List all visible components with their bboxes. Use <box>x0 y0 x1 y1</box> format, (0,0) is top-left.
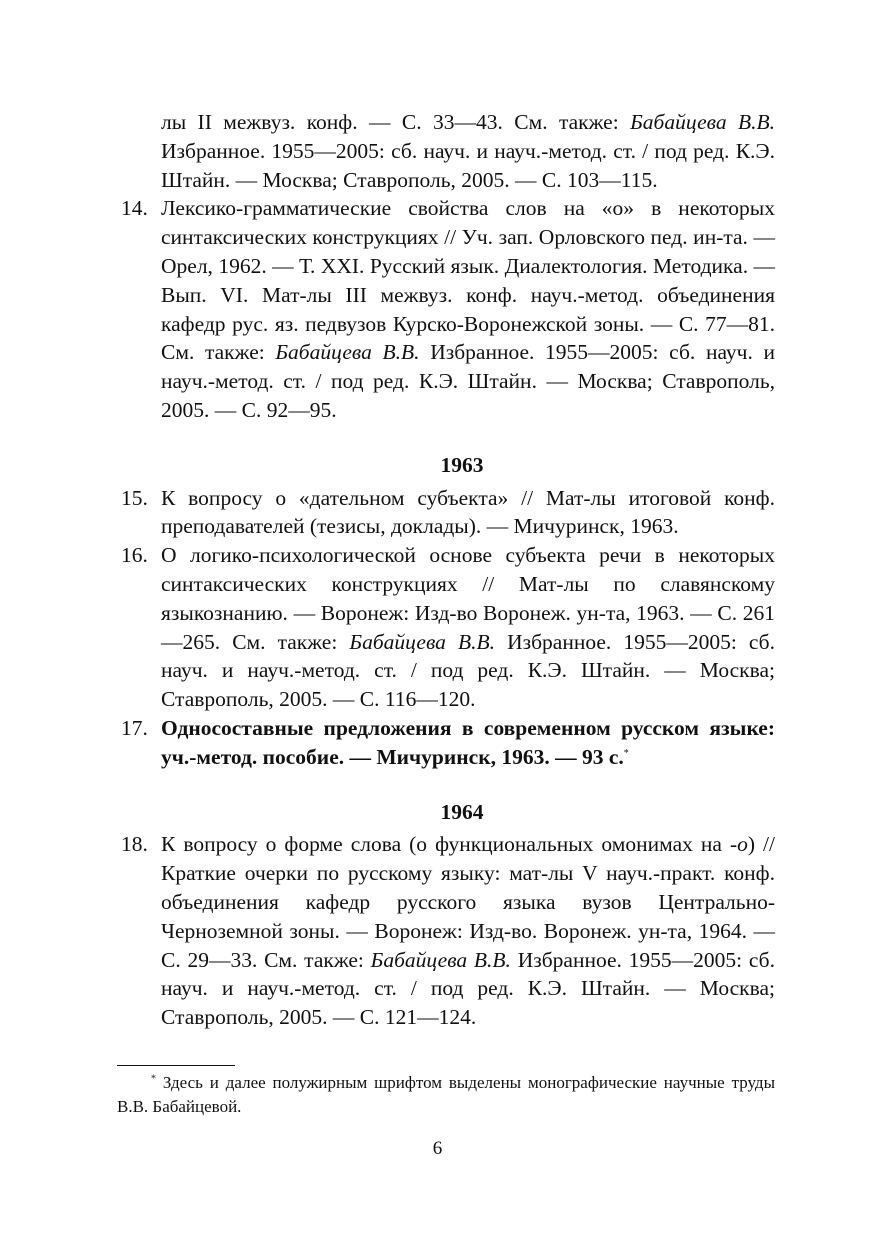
footnote-mark: * <box>151 1073 156 1085</box>
entry-number: 14. <box>121 196 148 221</box>
entry-16: 16. О логико-психологической основе субъекта речи в некоторых синтаксических конструкциях // Мат-лы по славянскому языкознанию. — Воронеж: Изд-во Воронеж. ун-та, 1963. — С. 261—265. См. также: Бабайцева В.В. Избранное. 1955—2005: сб. науч. и науч.-метод. ст. / под ред. К.Э. Штайн. — Москва; Ставрополь, 2005. — С. 116—120. <box>121 543 775 712</box>
entry-number: 17. <box>121 715 148 740</box>
entry-number: 18. <box>121 832 148 857</box>
footnote-marker[interactable]: * <box>623 747 629 759</box>
year-heading-1963: 1963 <box>440 452 484 477</box>
entry-15: 15. К вопросу о «дательном субъекта» // Мат-лы итоговой конф. преподавателей (тезисы, доклады). — Мичуринск, 1963. <box>121 485 775 539</box>
entry-18: 18. К вопросу о форме слова (о функциональных омонимах на -о) // Краткие очерки по русскому языку: мат-лы V науч.-практ. конф. объединения кафедр русского языка вузов Центрально-Черноземной зоны. — Воронеж: Изд-во. Воронеж. ун-та, 1964. — С. 29—33. См. также: Бабайцева В.В. Избранное. 1955—2005: сб. науч. и науч.-метод. ст. / под ред. К.Э. Штайн. — Москва; Ставрополь, 2005. — С. 121—124. <box>121 832 775 1030</box>
entry-14: 14. Лексико-грамматические свойства слов на «о» в некоторых синтаксических конструкциях // Уч. зап. Орловского пед. ин-та. — Орел, 1962. — Т. XXI. Русский язык. Диалектология. Методика. — Вып. VI. Мат-лы III межвуз. конф. науч.-метод. объединения кафедр рус. яз. педвузов Курско-Воронежской зоны. — С. 77—81. См. также: Бабайцева В.В. Избранное. 1955—2005: сб. науч. и науч.-метод. ст. / под ред. К.Э. Штайн. — Москва; Ставрополь, 2005. — С. 92—95. <box>121 196 775 422</box>
bibliography-list <box>117 108 775 1032</box>
entry-number: 16. <box>121 543 148 568</box>
entry-17: 17. Односоставные предложения в современном русском языке: уч.-метод. пособие. — Мичуринск, 1963. — 93 с.* <box>121 715 775 769</box>
footnote: * Здесь и далее полужирным шрифтом выделены монографические научные труды В.В. Бабайцевой. <box>117 1073 775 1116</box>
footnote-divider <box>117 1065 235 1066</box>
year-heading-1964: 1964 <box>440 799 484 824</box>
entry-number: 15. <box>121 485 148 510</box>
entry-13-continuation: лы II межвуз. конф. — С. 33—43. См. также: Бабайцева В.В. Избранное. 1955—2005: сб. науч. и науч.-метод. ст. / под ред. К.Э. Штайн. — Москва; Ставрополь, 2005. — С. 103—115. <box>161 110 776 192</box>
page-number: 6 <box>432 1138 443 1159</box>
